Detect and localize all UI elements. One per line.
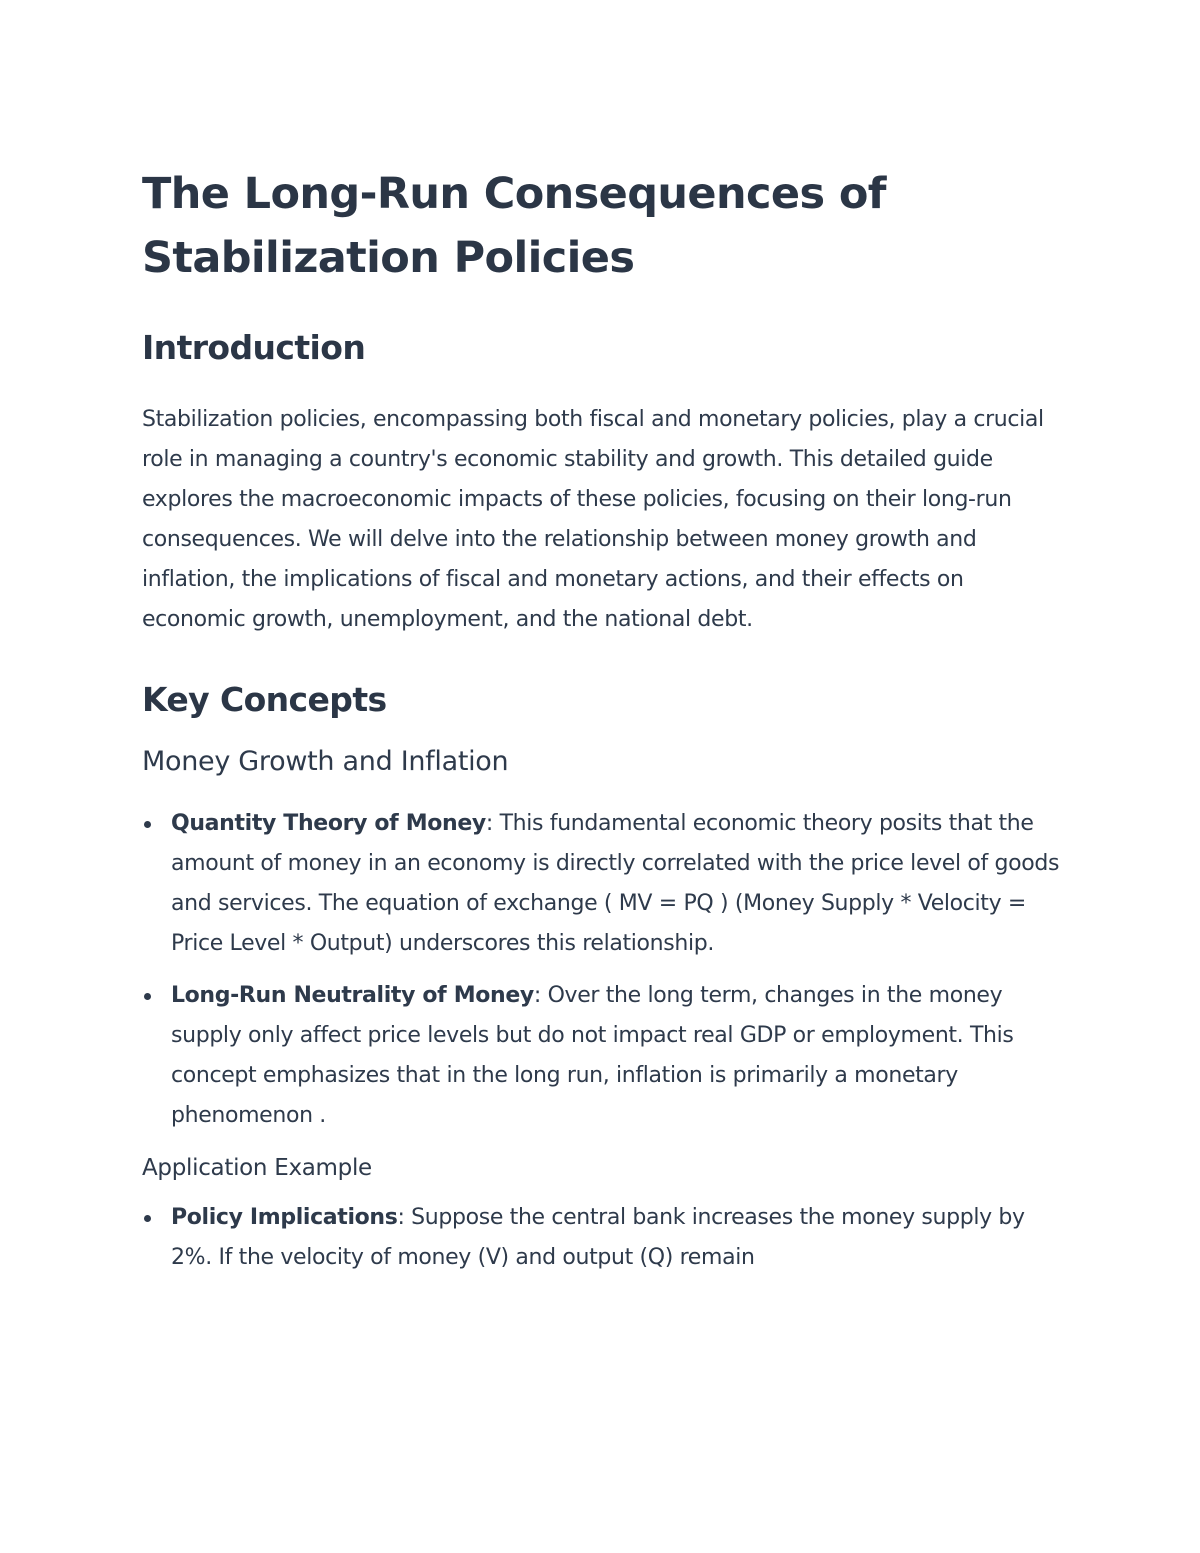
list-item xyxy=(142,1198,1067,1278)
bullet-icon xyxy=(144,821,151,828)
document-page xyxy=(142,162,1067,1290)
introduction-paragraph: Stabilization policies, encompassing both fiscal and monetary policies, play a crucial role in managing a country's economic stability and growth. This detailed guide explores the macroeconomic impacts of these policies, focusing on their long-run consequences. We will delve into the relationship between money growth and inflation, the implications of fiscal and monetary actions, and their effects on economic growth, unemployment, and the national debt. xyxy=(142,407,1044,632)
key-concepts-heading: Key Concepts xyxy=(142,680,387,719)
list-item-text: : Over the long term, changes in the money supply only affect price levels but do not impact real GDP or employment. This concept emphasizes that in the long run, inflation is primarily a monetary phenomenon . xyxy=(171,983,1014,1128)
bullet-icon xyxy=(144,1215,151,1222)
application-example-heading: Application Example xyxy=(142,1155,372,1181)
bullet-icon xyxy=(144,993,151,1000)
list-item xyxy=(142,976,1067,1136)
money-growth-subheading: Money Growth and Inflation xyxy=(142,746,509,777)
introduction-heading: Introduction xyxy=(142,328,366,367)
list-item-term: Quantity Theory of Money xyxy=(171,811,486,836)
key-concepts-list xyxy=(142,804,1067,1136)
application-list xyxy=(142,1198,1067,1278)
list-item xyxy=(142,804,1067,964)
document-title: The Long-Run Consequences of Stabilization Policies xyxy=(142,169,886,283)
list-item-term: Long-Run Neutrality of Money xyxy=(171,983,534,1008)
list-item-text: : This fundamental economic theory posits that the amount of money in an economy is directly correlated with the price level of goods and services. The equation of exchange ( MV = PQ ) (Money Supply * Velocity = Price Level * Output) underscores this relationship. xyxy=(171,811,1060,956)
list-item-term: Policy Implications xyxy=(171,1205,398,1230)
list-item-text: : Suppose the central bank increases the money supply by 2%. If the velocity of money (V) and output (Q) remain xyxy=(171,1205,1025,1270)
